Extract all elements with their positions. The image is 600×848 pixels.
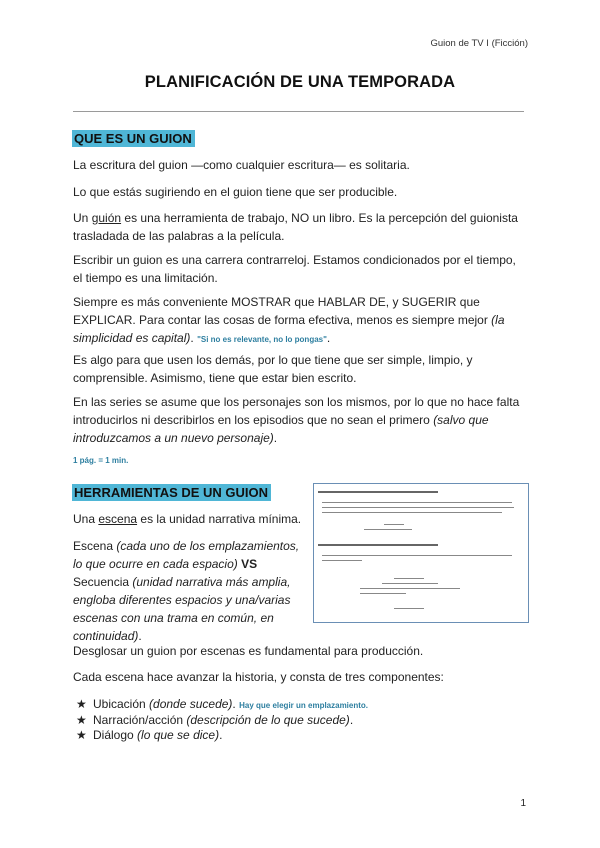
underlined-term: escena [98,512,138,526]
list-item: Narración/acción (descripción de lo que sucede). [93,713,354,727]
running-header: Guion de TV I (Ficción) [430,38,528,49]
page-minute-note: 1 pág. = 1 min. [73,456,129,465]
page-number: 1 [520,798,526,809]
paragraph: Es algo para que usen los demás, por lo que tiene que ser simple, limpio, y comprensible. Asimismo, tiene que estar bien escrito. [73,353,473,385]
list-item: Diálogo (lo que se dice). [93,728,223,742]
paragraph: La escritura del guion —como cualquier escritura— es solitaria. [73,158,410,172]
paragraph: Escribir un guion es una carrera contrarreloj. Estamos condicionados por el tiempo, el tiempo es una limitación. [73,253,516,285]
paragraph: En las series se asume que los personajes son los mismos, por lo que no hace falta introducirlos ni describirlos en los episodios que no sean el primero (salvo que introduzcamos a un nuevo personaje). [73,395,520,445]
paragraph: Lo que estás sugiriendo en el guion tiene que ser producible. [73,185,398,199]
margin-note: Hay que elegir un emplazamiento. [239,701,369,710]
paragraph: Desglosar un guion por escenas es fundamental para producción. [73,644,424,658]
paragraph: Una escena es la unidad narrativa mínima. [73,512,302,526]
section-heading-herramientas: HERRAMIENTAS DE UN GUION [72,484,271,501]
star-bullet-icon: ★ [76,713,87,727]
paragraph: Escena (cada uno de los emplazamientos, lo que ocurre en cada espacio) VS Secuencia (unidad narrativa más amplia, engloba diferentes espacios y una/varias escenas con una trama en común, en continuidad). [73,539,300,643]
title-divider [73,111,524,112]
paragraph: Siempre es más conveniente MOSTRAR que HABLAR DE, y SUGERIR que EXPLICAR. Para contar las cosas de forma efectiva, menos es siempre mejor (la simplicidad es capital). "Si no es relevante, no lo pongas". [73,295,505,345]
paragraph: Cada escena hace avanzar la historia, y consta de tres componentes: [73,670,444,684]
section-heading-que-es: QUE ES UN GUION [72,130,195,147]
script-page-image [313,483,529,623]
margin-note: "Si no es relevante, no lo pongas" [197,335,327,344]
list-item: Ubicación (donde sucede). Hay que elegir un emplazamiento. [93,697,369,711]
underlined-term: guión [91,211,122,225]
star-bullet-icon: ★ [76,728,87,742]
star-bullet-icon: ★ [76,697,87,711]
page-title: PLANIFICACIÓN DE UNA TEMPORADA [144,73,456,91]
paragraph: Un guión es una herramienta de trabajo, NO un libro. Es la percepción del guionista trasladada de las palabras a la película. [73,211,518,243]
